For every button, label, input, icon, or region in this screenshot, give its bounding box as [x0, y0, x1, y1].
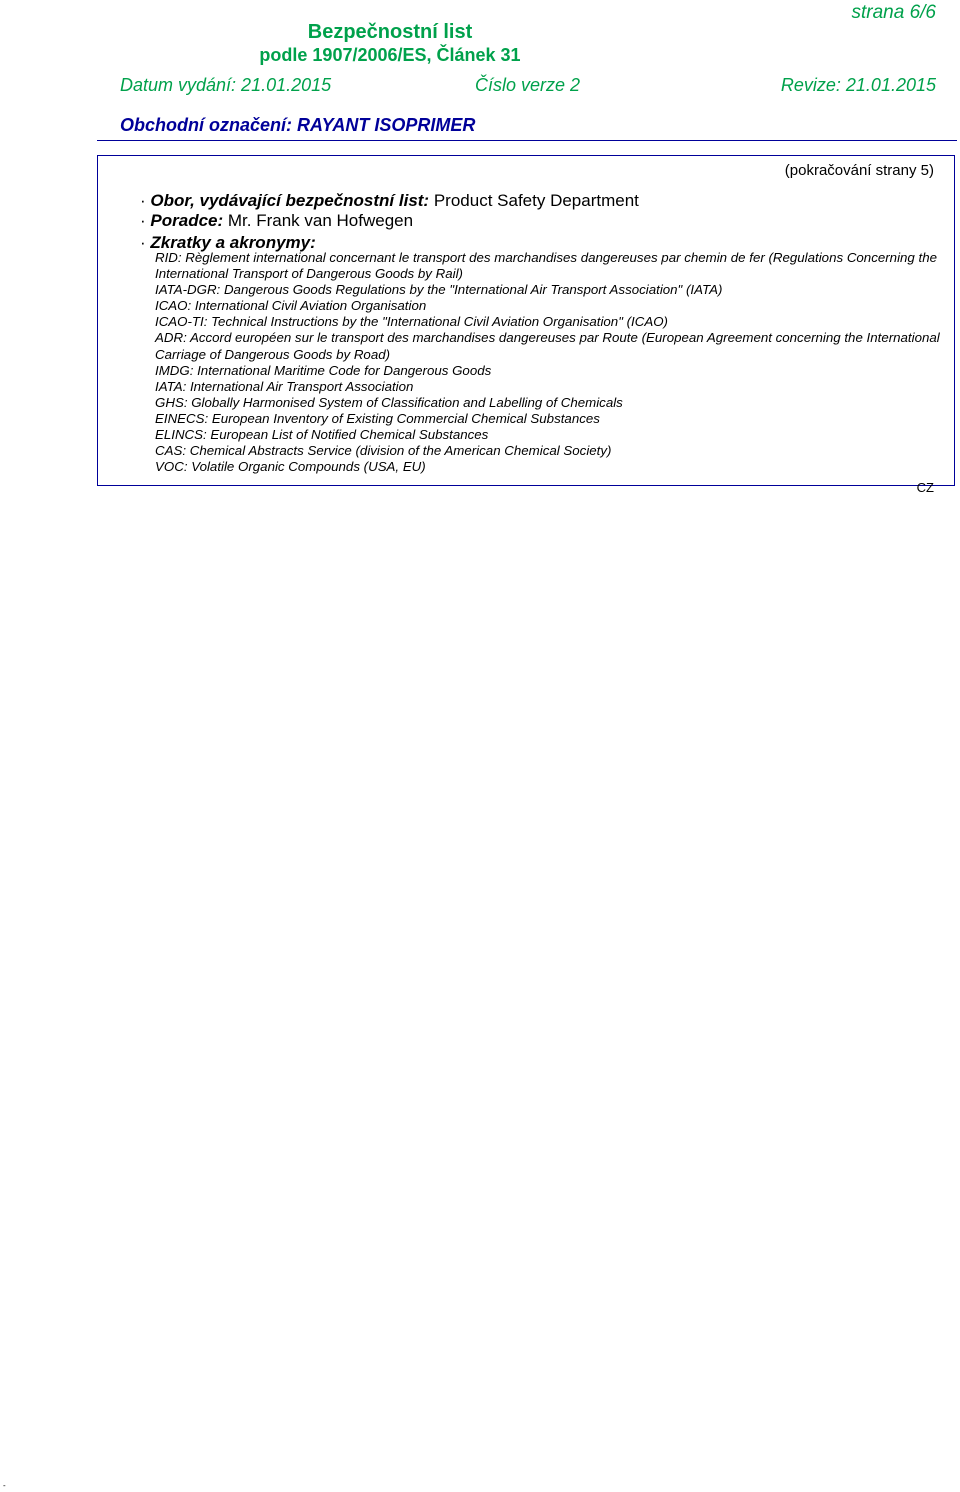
- abbreviation-item: CAS: Chemical Abstracts Service (division of the American Chemical Society): [155, 443, 612, 459]
- department-label: Obor, vydávající bezpečnostní list:: [150, 191, 430, 210]
- document-title: Bezpečnostní list: [307, 21, 473, 43]
- bullet: ·: [140, 191, 146, 210]
- department-value: Product Safety Department: [433, 191, 639, 210]
- abbreviation-item: ICAO-TI: Technical Instructions by the "International Civil Aviation Organisation" (ICAO): [155, 314, 668, 330]
- abbreviation-item: ELINCS: European List of Notified Chemical Substances: [155, 427, 489, 443]
- language-code: CZ: [916, 480, 934, 495]
- document-subtitle: podle 1907/2006/ES, Článek 31: [259, 45, 521, 65]
- bullet: ·: [140, 233, 146, 252]
- continuation-note: (pokračování strany 5): [784, 162, 934, 179]
- abbreviation-item: EINECS: European Inventory of Existing Commercial Chemical Substances: [155, 410, 600, 426]
- version-number: Číslo verze 2: [475, 75, 581, 95]
- revision-date: Revize: 21.01.2015: [780, 75, 936, 95]
- abbreviation-item: ADR: Accord européen sur le transport des marchandises dangereuses par Route (European Agreement concerning the International Carriage of Dangerous Goods by Road): [155, 330, 940, 362]
- abbreviation-item: VOC: Volatile Organic Compounds (USA, EU): [155, 459, 426, 475]
- abbreviation-item: IATA: International Air Transport Association: [155, 378, 414, 394]
- contact-value: Mr. Frank van Hofwegen: [227, 211, 414, 230]
- bullet: ·: [140, 211, 146, 230]
- header-divider: [97, 140, 957, 141]
- page-number: strana 6/6: [851, 2, 936, 23]
- contact-entry: [140, 211, 413, 231]
- abbreviations-list: [155, 250, 940, 475]
- issue-date: Datum vydání: 21.01.2015: [120, 75, 332, 95]
- abbreviation-item: IATA-DGR: Dangerous Goods Regulations by the "International Air Transport Association" (IATA): [155, 282, 723, 298]
- abbreviations-label: Zkratky a akronymy:: [150, 233, 316, 252]
- abbreviation-item: RID: Règlement international concernant le transport des marchandises dangereuses par chemin de fer (Regulations Concerning the International Transport of Dangerous Goods by Rail): [155, 250, 937, 282]
- contact-label: Poradce:: [150, 211, 224, 230]
- abbreviation-item: IMDG: International Maritime Code for Dangerous Goods: [155, 362, 492, 378]
- trade-name: Obchodní označení: RAYANT ISOPRIMER: [120, 115, 476, 135]
- abbreviation-item: ICAO: International Civil Aviation Organisation: [155, 298, 427, 314]
- page-mark: -: [3, 1481, 6, 1490]
- department-entry: [140, 191, 639, 211]
- abbreviation-item: GHS: Globally Harmonised System of Classification and Labelling of Chemicals: [155, 394, 623, 410]
